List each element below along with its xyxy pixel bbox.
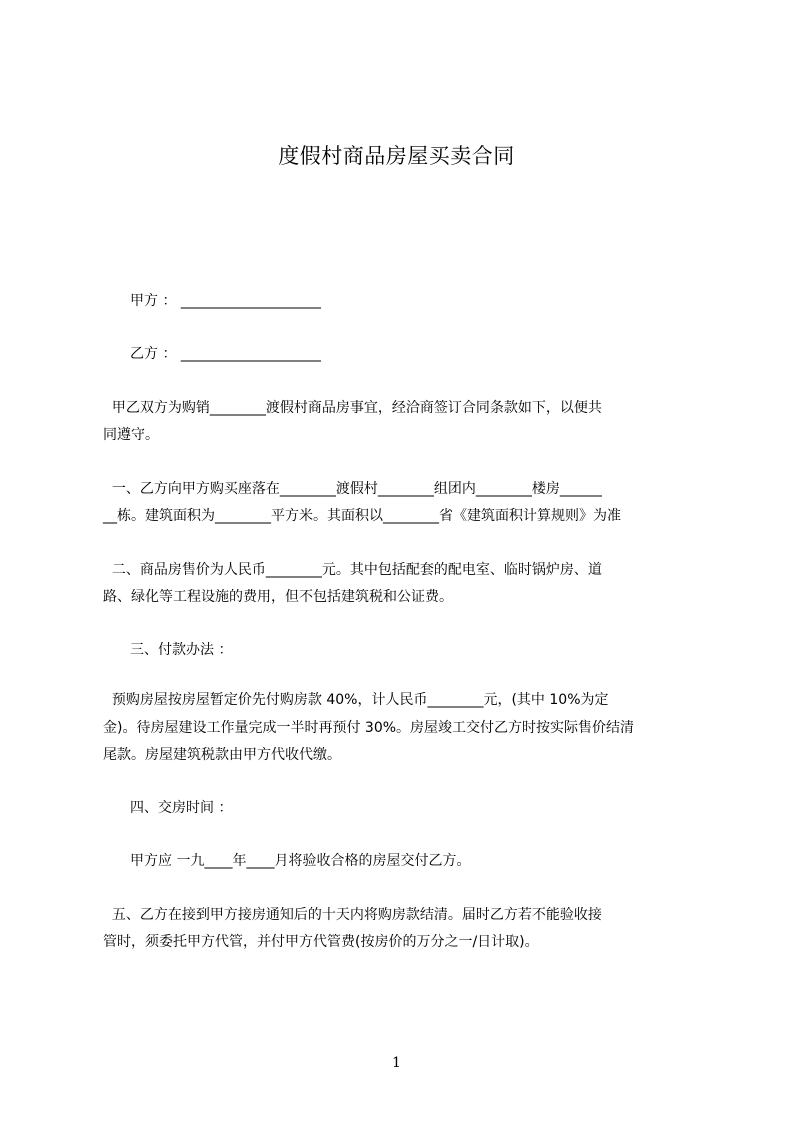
article2-line-2: 路、绿化等工程设施的费用，但不包括建筑税和公证费。 <box>103 589 453 605</box>
article1-line-2: __栋。建筑面积为________平方米。其面积以________省《建筑面积计算规则》为准 <box>103 508 621 524</box>
document-title: 度假村商品房屋买卖合同 <box>278 144 515 168</box>
page-number: 1 <box>392 1055 401 1071</box>
party-a-line: 甲方 ： ____________________ <box>130 293 321 309</box>
article4-body: 甲方应 一九____年____月将验收合格的房屋交付乙方。 <box>130 853 471 869</box>
article3-line-2: 金)。待房屋建设工作量完成一半时再预付 30%。房屋竣工交付乙方时按实际售价结清 <box>103 720 635 736</box>
intro-line-2: 同遵守。 <box>103 427 159 443</box>
intro-line-1: 甲乙双方为购销________渡假村商品房事宜，经洽商签订合同条款如下，以便共 <box>103 400 602 416</box>
article3-heading: 三、付款办法 ： <box>130 642 233 658</box>
article5-line-2: 管时，须委托甲方代管，并付甲方代管费(按房价的万分之一/日计取)。 <box>103 934 539 950</box>
article3-line-1: 预购房屋按房屋暂定价先付购房款 40%，计人民币________元，(其中 10%为定 <box>103 692 609 708</box>
article4-heading: 四、交房时间 ： <box>130 800 233 816</box>
article1-line-1: 一、乙方向甲方购买座落在________渡假村________组团内________楼房______ <box>103 481 602 497</box>
party-b-line: 乙方 ： ____________________ <box>130 346 321 362</box>
article3-line-3: 尾款。房屋建筑税款由甲方代收代缴。 <box>103 747 341 763</box>
article2-line-1: 二、商品房售价为人民币________元。其中包括配套的配电室、临时锅炉房、道 <box>103 562 602 578</box>
article5-line-1: 五、乙方在接到甲方接房通知后的十天内将购房款结清。届时乙方若不能验收接 <box>103 907 602 923</box>
